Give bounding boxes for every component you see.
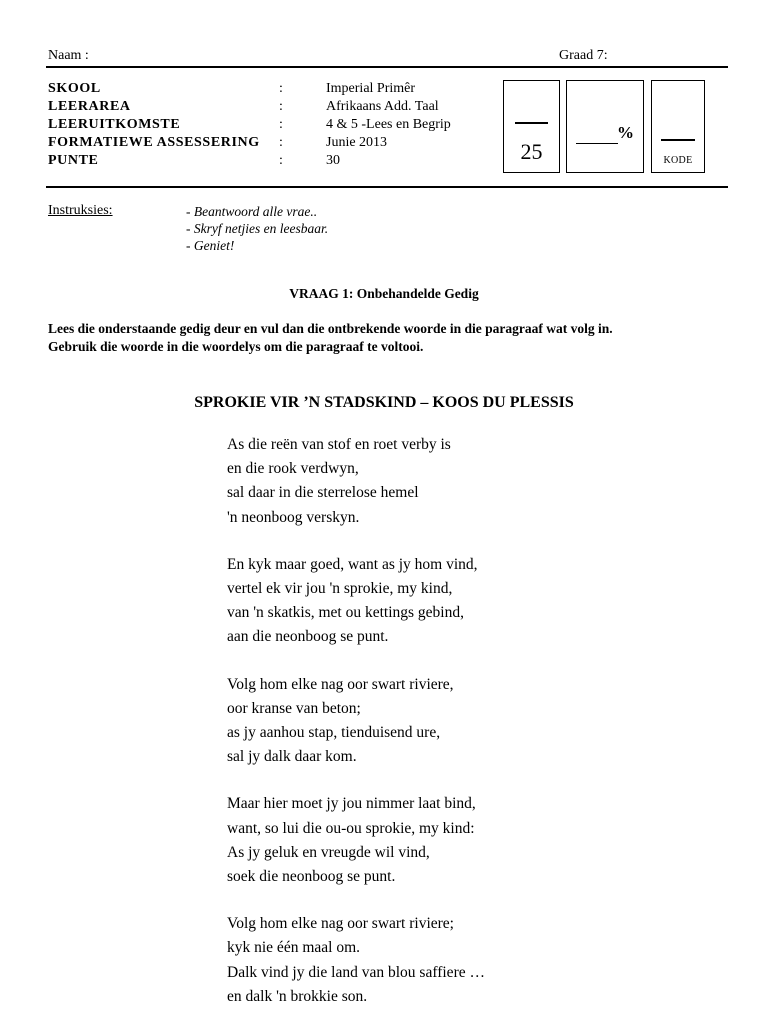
poem-line: en die rook verdwyn, (227, 460, 359, 478)
info-value: 30 (326, 153, 340, 168)
instruction-item: - Geniet! (186, 238, 235, 253)
poem-line: sal jy dalk daar kom. (227, 748, 357, 766)
poem-line: en dalk 'n brokkie son. (227, 987, 368, 1005)
graad-label: Graad 7: (559, 48, 608, 63)
poem-line: want, so lui die ou-ou sprokie, my kind: (227, 819, 475, 837)
poem-line: aan die neonboog se punt. (227, 628, 389, 646)
poem-stanza (227, 553, 485, 650)
question-instruction-line: Lees die onderstaande gedig deur en vul dan die ontbrekende woorde in die paragraaf wat volg in. (48, 321, 613, 336)
info-value: Afrikaans Add. Taal (326, 99, 439, 114)
poem-line: Volg hom elke nag oor swart riviere; (227, 915, 454, 933)
poem-line: kyk nie één maal om. (227, 939, 360, 957)
instruction-item: - Beantwoord alle vrae.. (186, 204, 318, 219)
instruction-item: - Skryf netjies en leesbaar. (186, 221, 329, 236)
info-label: LEERAREA (48, 99, 131, 114)
percent-box (566, 80, 644, 173)
info-colon: : (279, 99, 283, 114)
poem-line: As die reën van stof en roet verby is (227, 436, 451, 453)
info-colon: : (279, 135, 283, 150)
info-value: 4 & 5 -Lees en Begrip (326, 117, 451, 132)
top-divider (46, 66, 728, 68)
poem-line: Volg hom elke nag oor swart riviere, (227, 675, 454, 693)
question-title: VRAAG 1: Onbehandelde Gedig (289, 286, 479, 301)
instructions-list (186, 203, 328, 254)
poem-body (227, 433, 485, 1032)
poem-line: En kyk maar goed, want as jy hom vind, (227, 555, 478, 573)
poem-line: soek die neonboog se punt. (227, 868, 396, 886)
score-blank-line (515, 122, 548, 124)
top-line (48, 44, 720, 64)
percent-blank-line (576, 143, 618, 144)
poem-line: oor kranse van beton; (227, 699, 361, 717)
info-label: SKOOL (48, 81, 101, 96)
poem-stanza (227, 433, 485, 530)
poem-line: vertel ek vir jou 'n sprokie, my kind, (227, 580, 453, 598)
score-box (503, 80, 560, 173)
poem-stanza (227, 912, 485, 1009)
header-divider (46, 186, 728, 188)
kode-box (651, 80, 705, 173)
poem-stanza (227, 792, 485, 889)
instructions-label: Instruksies: (48, 203, 113, 218)
kode-blank-line (661, 139, 695, 141)
kode-label: KODE (663, 155, 693, 166)
info-value: Imperial Primêr (326, 81, 416, 96)
percent-sign: % (617, 123, 634, 142)
info-value: Junie 2013 (326, 135, 388, 150)
poem-line: Maar hier moet jy jou nimmer laat bind, (227, 795, 476, 813)
info-colon: : (279, 153, 283, 168)
info-colon: : (279, 117, 283, 132)
poem-line: 'n neonboog verskyn. (227, 508, 360, 526)
question-instruction-line: Gebruik die woorde in die woordelys om die paragraaf te voltooi. (48, 339, 424, 354)
score-total: 25 (520, 139, 543, 164)
poem-line: Dalk vind jy die land van blou saffiere … (227, 963, 485, 981)
info-label: FORMATIEWE ASSESSERING (48, 135, 260, 150)
naam-label: Naam : (48, 48, 89, 63)
info-label: LEERUITKOMSTE (48, 117, 181, 132)
poem-line: as jy aanhou stap, tienduisend ure, (227, 724, 441, 742)
poem-stanza (227, 673, 485, 770)
info-label: PUNTE (48, 153, 99, 168)
info-colon: : (279, 81, 283, 96)
poem-line: As jy geluk en vreugde wil vind, (227, 843, 430, 861)
poem-line: van 'n skatkis, met ou kettings gebind, (227, 604, 464, 622)
question-instruction (48, 320, 613, 356)
poem-title: SPROKIE VIR ’N STADSKIND – KOOS DU PLESSIS (194, 394, 574, 411)
poem-line: sal daar in die sterrelose hemel (227, 484, 419, 502)
